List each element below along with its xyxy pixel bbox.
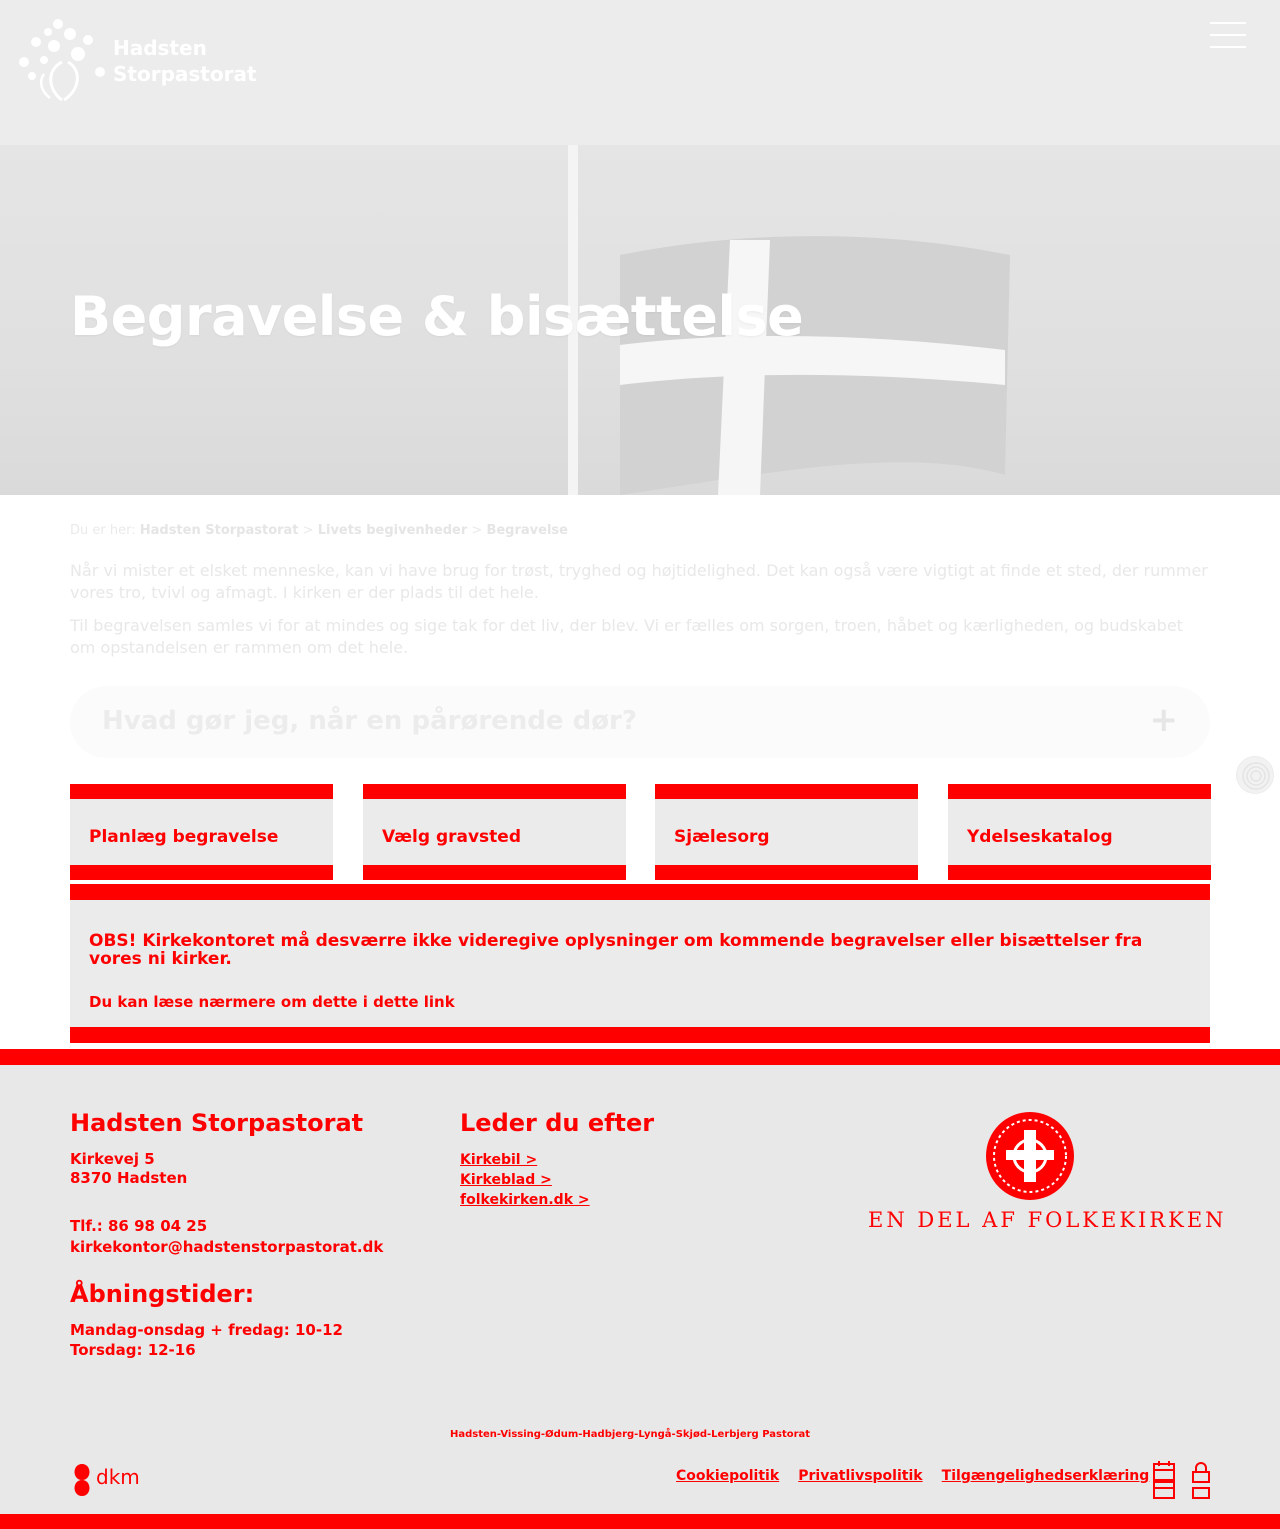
breadcrumb-item-livets-begivenheder[interactable]: Livets begivenheder (317, 523, 468, 538)
breadcrumb (70, 523, 568, 538)
footer-bottom-bar (0, 1514, 1280, 1529)
card-sjaelesorg[interactable] (655, 784, 918, 880)
dkm-logo[interactable] (70, 1460, 142, 1500)
hero-banner (0, 145, 1280, 495)
footer-phone[interactable]: Tlf.: 86 98 04 25 (70, 1217, 208, 1235)
privacy-policy-link[interactable]: Privatlivspolitik (798, 1468, 923, 1484)
footer-link-kirkeblad[interactable]: Kirkeblad > (460, 1172, 552, 1188)
card-label: Planlæg begravelse (89, 827, 279, 847)
plus-icon: + (1149, 700, 1178, 740)
dkm-logo-icon (70, 1460, 142, 1500)
fingerprint-icon[interactable] (1236, 756, 1274, 794)
footer-links-title: Leder du efter (460, 1109, 655, 1137)
accordion-label: Hvad gør jeg, når en pårørende dør? (102, 706, 637, 736)
card-label: Sjælesorg (674, 827, 770, 847)
footer-pastorat: Hadsten-Vissing-Ødum-Hadbjerg-Lyngå-Skjød-Lerbjerg Pastorat (450, 1429, 811, 1440)
site-header (0, 0, 1280, 145)
breadcrumb-separator: > (302, 523, 314, 538)
hamburger-menu-icon[interactable] (1210, 22, 1250, 50)
breadcrumb-separator: > (471, 523, 483, 538)
site-logo[interactable] (18, 18, 278, 104)
notice-link[interactable]: Du kan læse nærmere om dette i dette link (89, 993, 455, 1011)
footer-top-bar (0, 1049, 1280, 1065)
footer-email[interactable]: kirkekontor@hadstenstorpastorat.dk (70, 1238, 384, 1256)
footer-hours-title: Åbningstider: (70, 1280, 255, 1308)
notice-box (70, 884, 1210, 1043)
card-label: Ydelseskatalog (967, 827, 1113, 847)
footer-links (460, 1150, 590, 1210)
footer-address-line: Kirkevej 5 (70, 1150, 155, 1168)
card-ydelseskatalog[interactable] (948, 784, 1211, 880)
cookie-policy-link[interactable]: Cookiepolitik (676, 1468, 780, 1484)
card-vaelg-gravsted[interactable] (363, 784, 626, 880)
breadcrumb-prefix: Du er her: (70, 523, 136, 538)
logo-text: Hadsten Storpastorat (113, 36, 257, 86)
accordion-what-to-do[interactable] (70, 686, 1210, 758)
card-row (70, 784, 1210, 880)
footer-hours-line: Mandag-onsdag + fredag: 10-12 (70, 1321, 343, 1339)
card-planlaeg-begravelse[interactable] (70, 784, 333, 880)
footer-address (70, 1150, 187, 1188)
footer-link-folkekirken[interactable]: folkekirken.dk > (460, 1192, 590, 1208)
notice-text: OBS! Kirkekontoret må desværre ikke videregive oplysninger om kommende begravelser eller bisættelser fra vores ni kirker. (89, 931, 1143, 969)
breadcrumb-item-home[interactable]: Hadsten Storpastorat (139, 523, 299, 538)
intro-paragraph: Til begravelsen samles vi for at mindes og sige tak for det liv, der blev. Vi er fælles om sorgen, troen, håbet og kærligheden, og budskabet om opstandelsen er rammen om det hele. (70, 616, 1183, 657)
svg-text:dkm: dkm (96, 1465, 140, 1489)
calendar-icon[interactable] (1152, 1460, 1176, 1500)
intro-paragraph: Når vi mister et elsket menneske, kan vi have brug for trøst, tryghed og højtidelighed. Det kan også være vigtigt at finde et sted, der rummer vores tro, tvivl og afmagt. I kirken er der plads til det hele. (70, 561, 1208, 602)
footer-hours (70, 1320, 343, 1360)
folkekirken-text: EN DEL AF FOLKEKIRKEN (868, 1208, 1227, 1232)
footer-address-line: 8370 Hadsten (70, 1169, 188, 1187)
footer-hours-line: Torsdag: 12-16 (70, 1341, 196, 1359)
folkekirken-seal-icon (866, 1106, 1196, 1216)
lock-icon[interactable] (1190, 1460, 1212, 1500)
logo-tree-icon (18, 18, 108, 104)
card-label: Vælg gravsted (382, 827, 522, 847)
breadcrumb-item-current: Begravelse (486, 523, 568, 538)
footer-link-kirkebil[interactable]: Kirkebil > (460, 1152, 538, 1168)
footer-org-title: Hadsten Storpastorat (70, 1109, 364, 1137)
page-title: Begravelse & bisættelse (70, 285, 804, 348)
footer-contact (70, 1216, 383, 1258)
footer-legal-links (676, 1465, 1163, 1484)
accessibility-link[interactable]: Tilgængelighedserklæring (941, 1468, 1150, 1484)
intro-text (70, 560, 1210, 670)
